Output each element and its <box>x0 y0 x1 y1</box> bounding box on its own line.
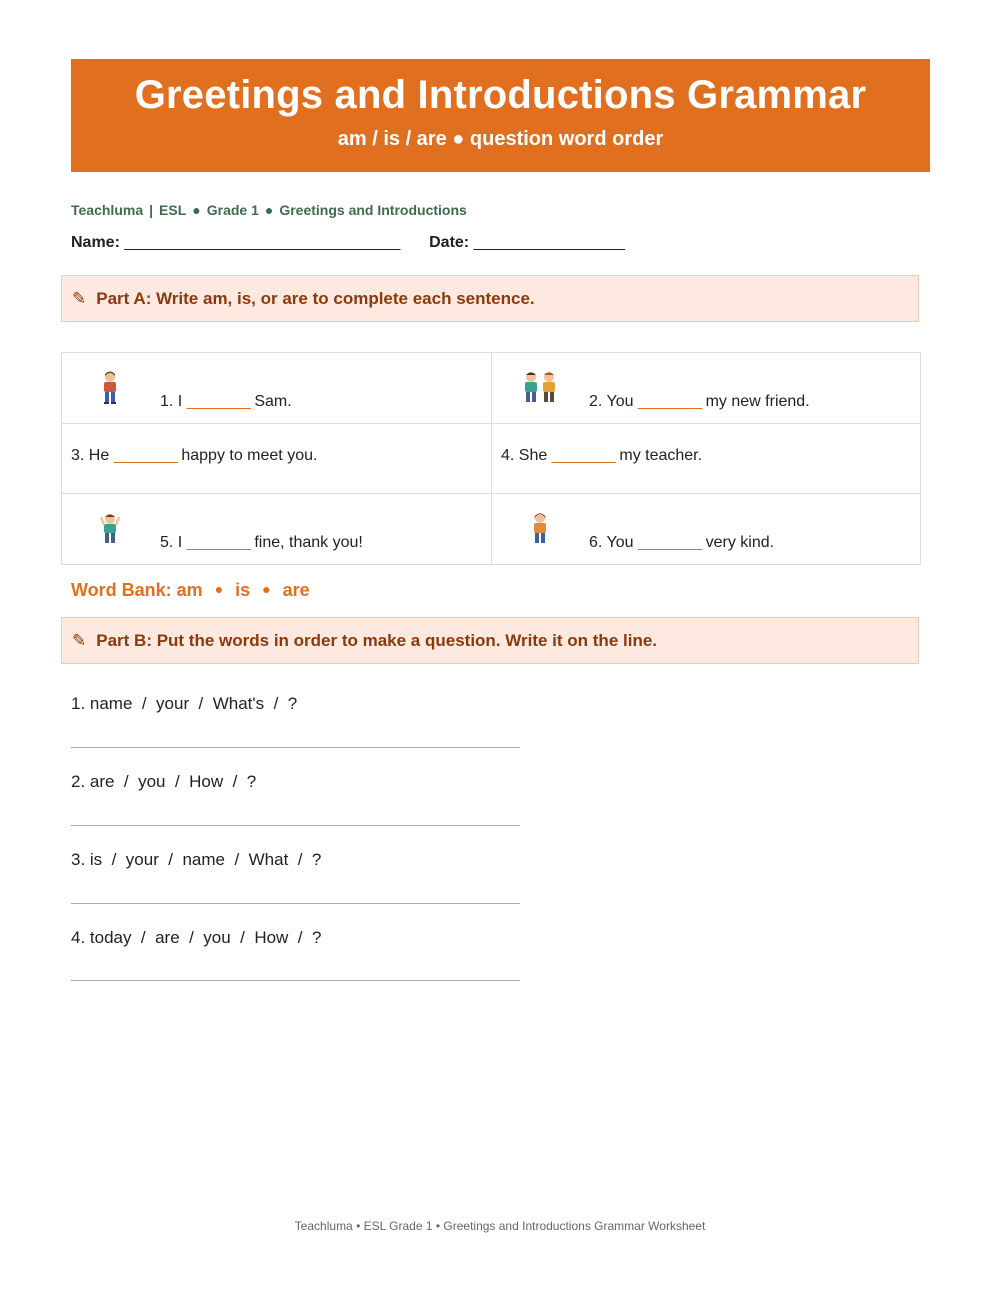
pencil-icon: ✎ <box>72 288 87 308</box>
sentence-3: 3. He ________ happy to meet you. <box>71 447 318 464</box>
meta-line: Teachluma | ESL ● Grade 1 ● Greetings and Introductions <box>71 202 467 218</box>
topic: Greetings and Introductions <box>279 202 467 218</box>
sentence-5: 5. I ________ fine, thank you! <box>160 534 363 551</box>
answer-blank[interactable]: ________ <box>113 447 177 464</box>
part-b-instruction: Part B: Put the words in order to make a question. Write it on the line. <box>96 630 658 650</box>
name-label: Name: <box>71 234 120 251</box>
answer-blank[interactable]: ________ <box>186 534 250 551</box>
girl-icon <box>530 512 550 551</box>
answer-line[interactable] <box>71 903 520 904</box>
word-bank-word: is <box>235 580 251 600</box>
sentence-4: 4. She ________ my teacher. <box>501 447 703 464</box>
name-date-row <box>71 234 625 252</box>
question-prompt: 1. name / your / What's / ? <box>71 694 298 713</box>
sentence-6: 6. You ________ very kind. <box>589 534 775 551</box>
subject: ESL <box>159 202 187 218</box>
page-title: Greetings and Introductions Grammar <box>134 73 867 117</box>
word-bank-word: are <box>282 580 310 600</box>
answer-line[interactable] <box>71 747 520 748</box>
title-banner <box>71 59 930 172</box>
sentence-cell <box>62 424 492 494</box>
answer-line[interactable] <box>71 825 520 826</box>
boy-icon <box>100 371 120 410</box>
answer-blank[interactable]: ________ <box>637 393 702 410</box>
sentence-grid <box>61 352 921 565</box>
question-prompt: 2. are / you / How / ? <box>71 772 257 791</box>
date-label: Date: <box>429 234 470 251</box>
two-friends-icon <box>521 371 559 410</box>
page-footer: Teachluma • ESL Grade 1 • Greetings and Introductions Grammar Worksheet <box>294 1219 706 1233</box>
date-field[interactable]: _________________ <box>473 234 625 251</box>
word-bank-label: Word Bank: am <box>71 580 203 600</box>
sentence-cell <box>492 353 920 424</box>
name-field[interactable]: _______________________________ <box>124 234 401 251</box>
sentence-cell <box>62 353 492 424</box>
pencil-icon: ✎ <box>72 630 87 650</box>
waving-boy-icon <box>100 512 120 551</box>
part-a-instruction: Part A: Write am, is, or are to complete each sentence. <box>96 288 535 308</box>
page-subtitle: am / is / are ● question word order <box>337 128 664 150</box>
word-bank: Word Bank: am ● is ● are <box>71 580 310 600</box>
sentence-1: 1. I ________ Sam. <box>160 393 292 410</box>
part-a-header <box>61 275 919 322</box>
answer-line[interactable] <box>71 980 520 981</box>
question-prompt: 4. today / are / you / How / ? <box>71 928 322 947</box>
question-prompt: 3. is / your / name / What / ? <box>71 850 322 869</box>
answer-blank[interactable]: ________ <box>551 447 615 464</box>
part-b-header <box>61 617 919 664</box>
sentence-cell <box>492 424 920 494</box>
sentence-cell <box>492 494 920 564</box>
sentence-2: 2. You ________ my new friend. <box>589 393 810 410</box>
sentence-cell <box>62 494 492 564</box>
answer-blank[interactable]: ________ <box>637 534 702 551</box>
brand-name: Teachluma <box>71 202 144 218</box>
grade: Grade 1 <box>206 202 259 218</box>
answer-blank[interactable]: ________ <box>186 393 250 410</box>
